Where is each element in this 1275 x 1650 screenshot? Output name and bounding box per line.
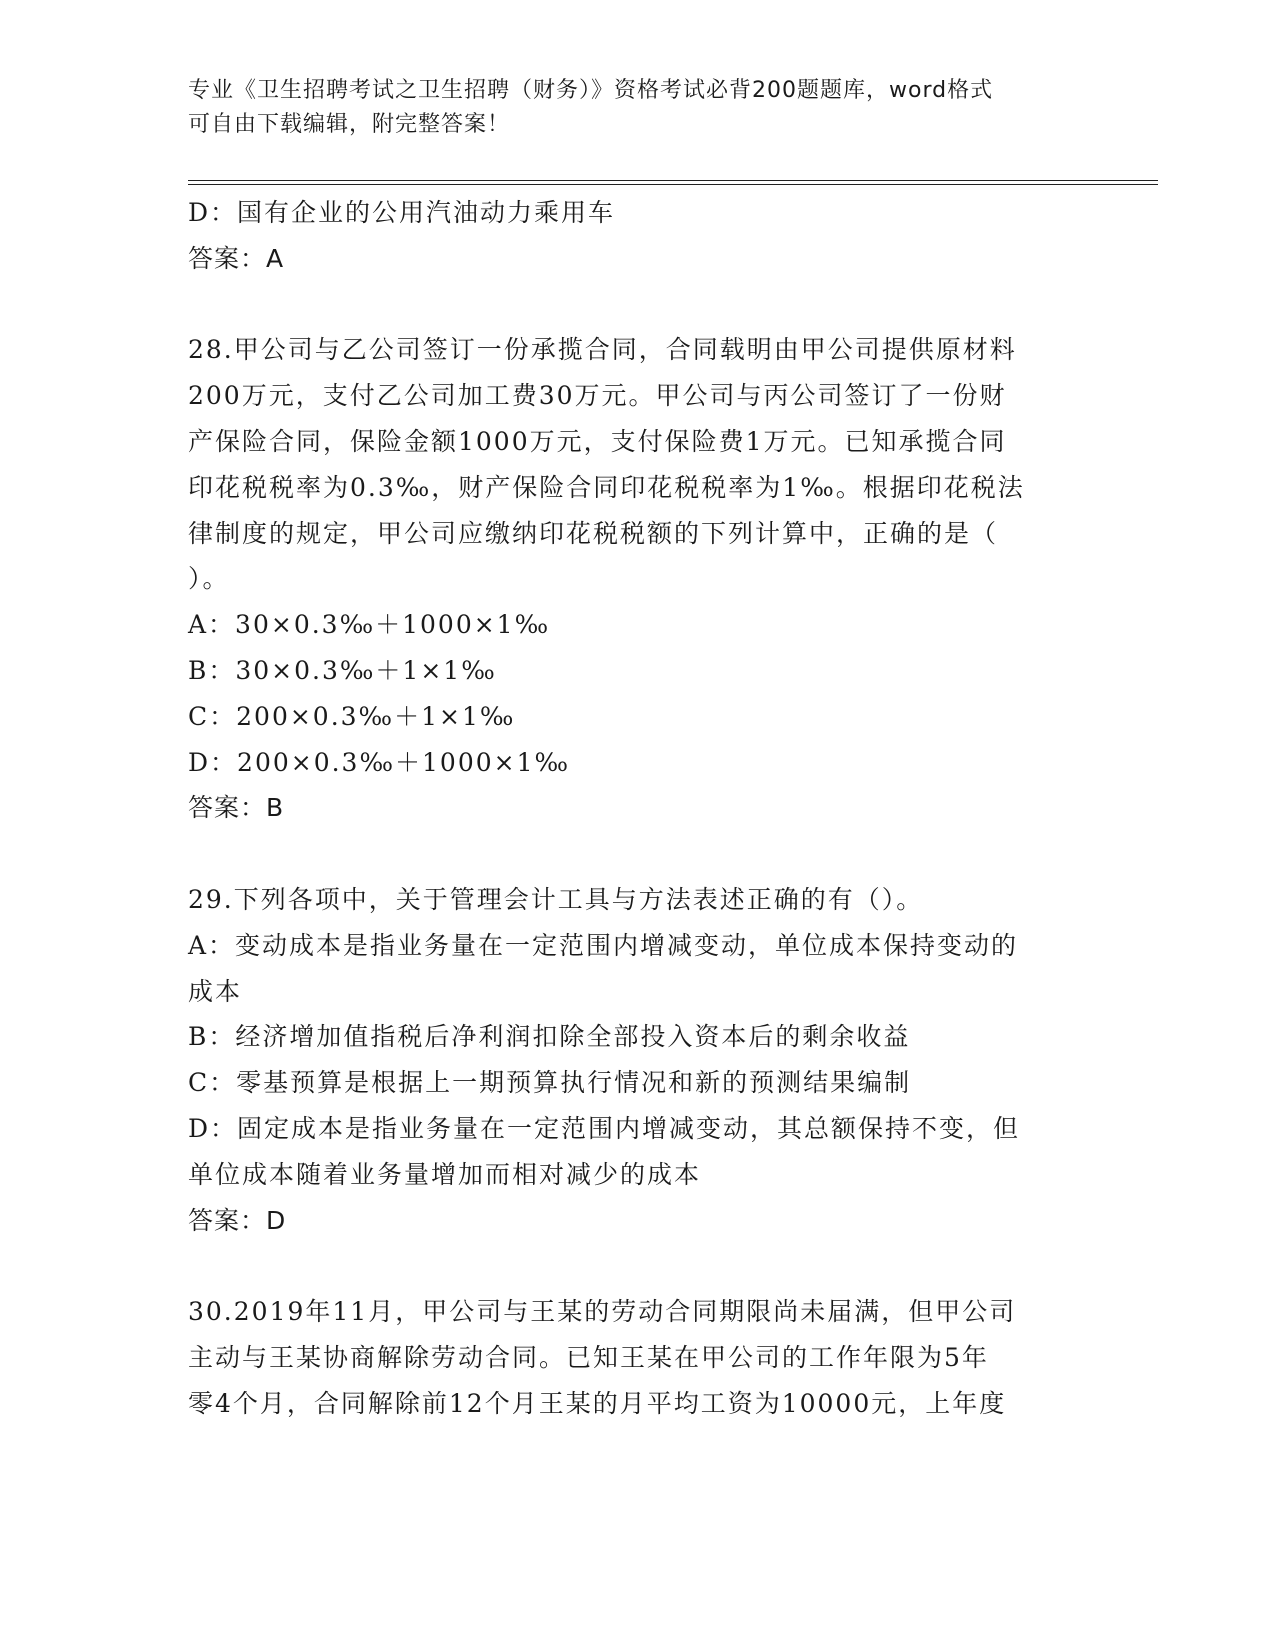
- spacer: [188, 282, 1088, 328]
- q29-answer: 答案：D: [188, 1205, 287, 1235]
- q28-stem-line: 28.甲公司与乙公司签订一份承揽合同，合同载明由甲公司提供原材料: [188, 335, 1017, 365]
- q28-stem-line: 印花税税率为0.3‰，财产保险合同印花税税率为1‰。根据印花税法: [188, 472, 1025, 502]
- header-divider-top: [188, 180, 1158, 181]
- q29-option-a-cont: 成本: [188, 976, 243, 1006]
- document-header: [188, 74, 1088, 142]
- question-content: [188, 190, 1088, 1427]
- q28-option-b: B：30×0.3‰＋1×1‰: [188, 655, 497, 685]
- header-divider-bottom: [188, 184, 1158, 185]
- q28-option-c: C：200×0.3‰＋1×1‰: [188, 701, 516, 731]
- q29-option-d-cont: 单位成本随着业务量增加而相对减少的成本: [188, 1159, 702, 1189]
- q28-option-d: D：200×0.3‰＋1000×1‰: [188, 747, 571, 777]
- q28-option-a: A：30×0.3‰＋1000×1‰: [188, 610, 551, 640]
- q28-stem-line: 律制度的规定，甲公司应缴纳印花税税额的下列计算中，正确的是（: [188, 518, 999, 548]
- q29-option-a: A：变动成本是指业务量在一定范围内增减变动，单位成本保持变动的: [188, 930, 1019, 960]
- header-title-line-2: 可自由下载编辑，附完整答案！: [188, 112, 511, 137]
- q29-option-b: B：经济增加值指税后净利润扣除全部投入资本后的剩余收益: [188, 1022, 911, 1052]
- header-title-line-1: 专业《卫生招聘考试之卫生招聘（财务）》资格考试必背200题题库，word格式: [188, 78, 994, 103]
- q28-stem-line: 200万元，支付乙公司加工费30万元。甲公司与丙公司签订了一份财: [188, 381, 1007, 411]
- spacer: [188, 831, 1088, 877]
- question-28: [188, 327, 1088, 831]
- q27-option-d: D：国有企业的公用汽油动力乘用车: [188, 198, 616, 227]
- question-29: [188, 877, 1088, 1243]
- q28-stem-line: ）。: [188, 564, 230, 594]
- q30-stem-line: 主动与王某协商解除劳动合同。已知王某在甲公司的工作年限为5年: [188, 1342, 989, 1372]
- q28-answer: 答案：B: [188, 793, 285, 823]
- q29-option-c: C：零基预算是根据上一期预算执行情况和新的预测结果编制: [188, 1068, 912, 1098]
- q29-option-d: D：固定成本是指业务量在一定范围内增减变动，其总额保持不变，但: [188, 1113, 1021, 1143]
- q27-answer: 答案：A: [188, 243, 285, 273]
- q28-stem-line: 产保险合同，保险金额1000万元，支付保险费1万元。已知承揽合同: [188, 426, 1007, 456]
- q29-stem-line: 29.下列各项中，关于管理会计工具与方法表述正确的有（）。: [188, 884, 924, 914]
- spacer: [188, 1243, 1088, 1289]
- q30-stem-line: 零4个月，合同解除前12个月王某的月平均工资为10000元，上年度: [188, 1388, 1007, 1418]
- q30-stem-line: 30.2019年11月，甲公司与王某的劳动合同期限尚未届满，但甲公司: [188, 1297, 1017, 1327]
- question-30: [188, 1289, 1088, 1426]
